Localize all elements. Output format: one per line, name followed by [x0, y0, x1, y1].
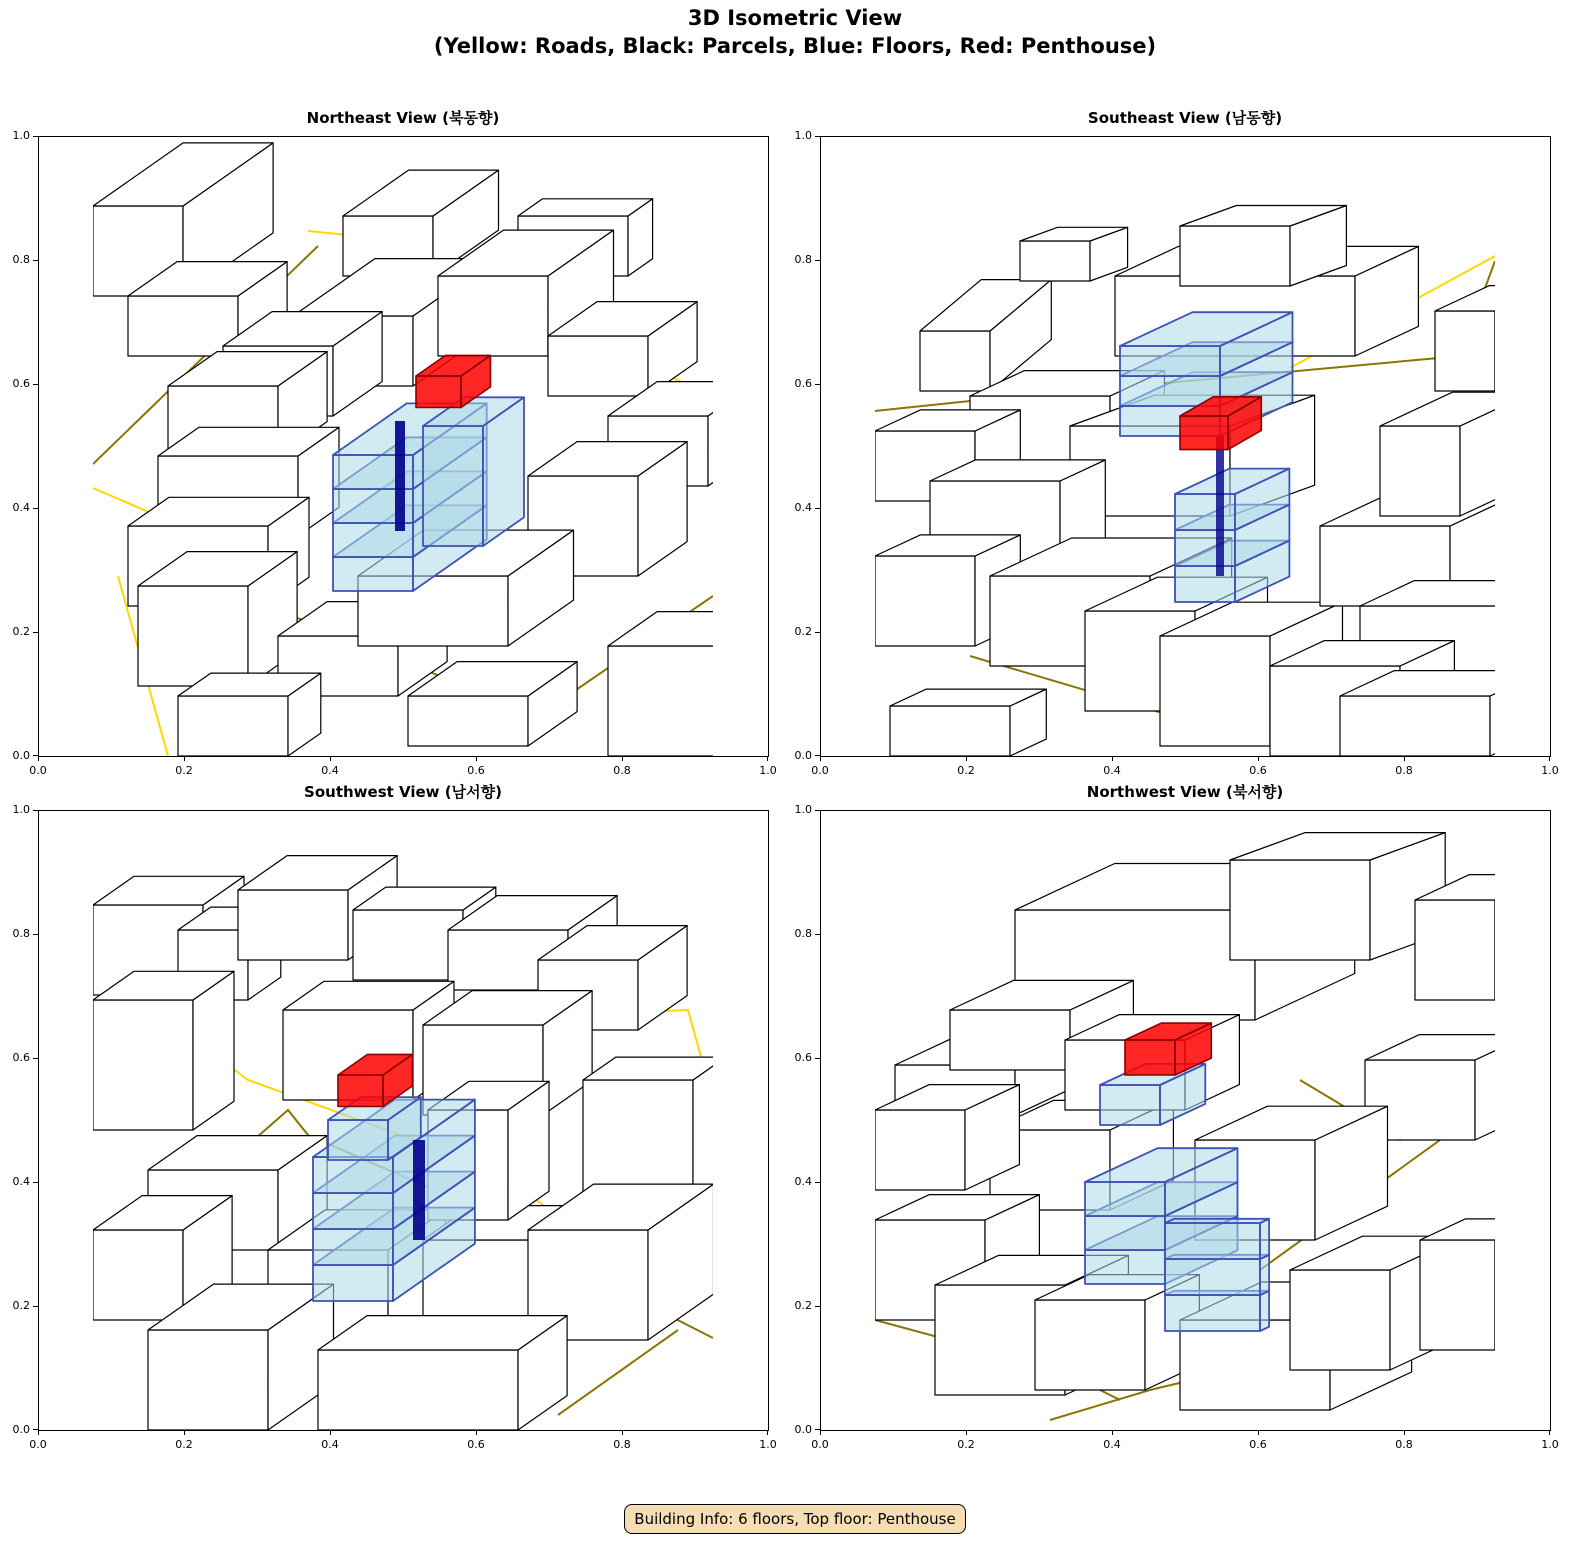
front-face: [1165, 1295, 1260, 1331]
y-tick-mark: [33, 1306, 38, 1307]
x-tick-label: 0.8: [1395, 764, 1413, 777]
front-face: [1160, 636, 1270, 746]
parcel-building: [178, 673, 321, 756]
front-face: [1175, 494, 1235, 530]
x-tick-label: 0.6: [1249, 1438, 1267, 1451]
y-tick-label: 1.0: [12, 803, 30, 816]
front-face: [1175, 566, 1235, 602]
front-face: [548, 336, 648, 396]
parcel-building: [1180, 206, 1346, 287]
y-tick-label: 1.0: [794, 803, 812, 816]
x-tick-mark: [767, 1430, 768, 1435]
building-info-box: [0, 1504, 1590, 1534]
x-tick-label: 0.2: [957, 764, 975, 777]
x-tick-mark: [184, 1430, 185, 1435]
front-face: [1085, 1182, 1165, 1216]
front-face: [875, 1110, 965, 1190]
y-tick-label: 0.2: [12, 625, 30, 638]
front-face: [313, 1157, 393, 1193]
front-face: [318, 1350, 518, 1430]
x-tick-label: 1.0: [1541, 1438, 1559, 1451]
side-face: [1260, 1255, 1269, 1295]
front-face: [1230, 860, 1370, 960]
x-tick-mark: [1404, 756, 1405, 761]
y-tick-mark: [33, 810, 38, 811]
front-face: [1120, 346, 1220, 376]
panel-title: Southeast View (남동향): [1087, 109, 1283, 127]
front-face: [93, 1000, 193, 1130]
x-tick-mark: [767, 756, 768, 761]
front-face: [1165, 1223, 1260, 1259]
floor-6: [1165, 1219, 1269, 1259]
front-face: [1340, 696, 1490, 756]
y-tick-label: 0.4: [794, 1175, 812, 1188]
front-face: [1085, 1250, 1165, 1284]
x-tick-label: 1.0: [1541, 764, 1559, 777]
y-tick-mark: [815, 384, 820, 385]
y-tick-label: 0.0: [794, 749, 812, 762]
floor-5: [1165, 1255, 1269, 1295]
y-tick-label: 0.6: [794, 1051, 812, 1064]
figure-title-line1: 3D Isometric View: [687, 6, 903, 30]
y-tick-mark: [33, 384, 38, 385]
isometric-scene: [38, 810, 768, 1430]
roof-face: [1165, 1219, 1269, 1223]
front-face: [313, 1229, 393, 1265]
front-face: [128, 296, 238, 356]
x-tick-mark: [38, 1430, 39, 1435]
x-tick-mark: [330, 1430, 331, 1435]
x-tick-mark: [38, 756, 39, 761]
x-tick-mark: [1112, 756, 1113, 761]
y-tick-mark: [33, 136, 38, 137]
front-face: [423, 426, 483, 546]
front-face: [1100, 1085, 1160, 1125]
front-face: [416, 376, 461, 408]
front-face: [93, 1230, 183, 1320]
building-info-text: Building Info: 6 floors, Top floor: Penthouse: [624, 1504, 965, 1534]
side-face: [1260, 1219, 1269, 1259]
isometric-scene: [38, 136, 768, 756]
roof-face: [518, 199, 653, 216]
view-clip-right: [713, 810, 768, 1430]
view-clip-left: [38, 810, 93, 1430]
front-face: [1180, 226, 1290, 286]
parcel-building: [1020, 227, 1128, 281]
y-tick-label: 0.8: [794, 253, 812, 266]
x-tick-mark: [820, 1430, 821, 1435]
x-tick-mark: [966, 1430, 967, 1435]
front-face: [148, 1330, 268, 1430]
figure-title-line2: (Yellow: Roads, Black: Parcels, Blue: Floors, Red: Penthouse): [433, 34, 1157, 58]
front-face: [1415, 900, 1495, 1000]
x-tick-mark: [622, 1430, 623, 1435]
front-face: [313, 1193, 393, 1229]
x-tick-label: 0.8: [613, 1438, 631, 1451]
front-face: [1125, 1040, 1175, 1075]
front-face: [1380, 426, 1460, 516]
y-tick-label: 0.2: [12, 1299, 30, 1312]
parcel-building: [318, 1316, 567, 1430]
front-face: [438, 276, 548, 356]
axes-area: [38, 136, 768, 756]
front-face: [313, 1265, 393, 1301]
stair-core: [1216, 436, 1224, 576]
front-face: [1290, 1270, 1390, 1370]
x-tick-label: 0.2: [175, 764, 193, 777]
x-tick-label: 0.4: [321, 1438, 339, 1451]
x-tick-mark: [184, 756, 185, 761]
view-clip-right: [1495, 136, 1550, 756]
panel-title: Northwest View (북서향): [1086, 783, 1284, 801]
panel-title: Northeast View (북동향): [306, 109, 500, 127]
x-tick-label: 1.0: [759, 764, 777, 777]
front-face: [178, 696, 288, 756]
x-tick-label: 0.6: [467, 764, 485, 777]
x-tick-mark: [820, 756, 821, 761]
x-tick-label: 0.2: [957, 1438, 975, 1451]
front-face: [353, 910, 463, 980]
road-line: [558, 1330, 678, 1415]
parcel-building: [890, 689, 1046, 756]
front-face: [608, 646, 718, 756]
side-face: [1260, 1291, 1269, 1331]
isometric-scene: [820, 810, 1550, 1430]
y-tick-mark: [815, 508, 820, 509]
y-tick-label: 0.4: [12, 1175, 30, 1188]
view-clip-left: [820, 810, 875, 1430]
x-tick-mark: [1549, 1430, 1550, 1435]
x-tick-label: 0.0: [29, 764, 47, 777]
y-tick-label: 0.4: [794, 501, 812, 514]
y-tick-mark: [33, 632, 38, 633]
y-tick-mark: [33, 1058, 38, 1059]
y-tick-mark: [33, 1182, 38, 1183]
x-tick-label: 0.8: [1395, 1438, 1413, 1451]
y-tick-label: 0.2: [794, 625, 812, 638]
view-clip-left: [38, 136, 93, 756]
parcel-building: [93, 971, 234, 1130]
front-face: [920, 331, 990, 391]
y-tick-mark: [815, 1058, 820, 1059]
front-face: [1435, 311, 1495, 391]
stair-core: [413, 1140, 425, 1240]
y-tick-label: 0.6: [12, 377, 30, 390]
front-face: [138, 586, 248, 686]
front-face: [1180, 416, 1228, 450]
front-face: [875, 556, 975, 646]
front-face: [338, 1075, 383, 1107]
x-tick-mark: [330, 756, 331, 761]
view-clip-left: [820, 136, 875, 756]
y-tick-label: 0.0: [12, 1423, 30, 1436]
view-clip-right: [1495, 810, 1550, 1430]
y-tick-label: 1.0: [12, 129, 30, 142]
front-face: [890, 706, 1010, 756]
parcel-building: [1230, 833, 1445, 960]
y-tick-label: 0.4: [12, 501, 30, 514]
y-tick-mark: [815, 810, 820, 811]
floor-4: [1165, 1291, 1269, 1331]
front-face: [1165, 1259, 1260, 1295]
front-face: [950, 1010, 1070, 1070]
y-tick-label: 0.6: [12, 1051, 30, 1064]
y-tick-label: 0.6: [794, 377, 812, 390]
axes-area: [38, 810, 768, 1430]
y-tick-mark: [815, 1306, 820, 1307]
y-tick-mark: [815, 136, 820, 137]
stair-core: [395, 421, 405, 531]
y-tick-mark: [33, 934, 38, 935]
axes-area: [820, 810, 1550, 1430]
figure-title: [0, 4, 1590, 60]
x-tick-label: 0.4: [1103, 764, 1121, 777]
y-tick-mark: [815, 934, 820, 935]
x-tick-mark: [966, 756, 967, 761]
x-tick-label: 0.0: [811, 764, 829, 777]
x-tick-label: 0.2: [175, 1438, 193, 1451]
y-tick-mark: [815, 260, 820, 261]
x-tick-label: 0.4: [321, 764, 339, 777]
parcel-building: [138, 552, 297, 686]
y-tick-label: 1.0: [794, 129, 812, 142]
y-tick-mark: [33, 260, 38, 261]
front-face: [408, 696, 528, 746]
x-tick-mark: [622, 756, 623, 761]
y-tick-label: 0.0: [794, 1423, 812, 1436]
x-tick-mark: [1404, 1430, 1405, 1435]
view-clip-right: [713, 136, 768, 756]
front-face: [1035, 1300, 1145, 1390]
front-face: [1085, 1216, 1165, 1250]
x-tick-label: 0.8: [613, 764, 631, 777]
x-tick-label: 0.6: [467, 1438, 485, 1451]
front-face: [328, 1120, 388, 1160]
x-tick-mark: [1258, 756, 1259, 761]
y-tick-mark: [815, 632, 820, 633]
front-face: [238, 890, 348, 960]
isometric-scene: [820, 136, 1550, 756]
panel-title: Southwest View (남서향): [304, 783, 502, 801]
floor-5: [423, 397, 524, 546]
y-tick-mark: [33, 508, 38, 509]
x-tick-mark: [1112, 1430, 1113, 1435]
x-tick-label: 0.0: [29, 1438, 47, 1451]
front-face: [1420, 1240, 1495, 1350]
parcel-building: [875, 1085, 1019, 1190]
front-face: [1020, 241, 1090, 281]
x-tick-mark: [476, 756, 477, 761]
y-tick-label: 0.0: [12, 749, 30, 762]
x-tick-label: 0.4: [1103, 1438, 1121, 1451]
front-face: [1175, 530, 1235, 566]
axes-area: [820, 136, 1550, 756]
x-tick-mark: [1258, 1430, 1259, 1435]
x-tick-mark: [476, 1430, 477, 1435]
y-tick-mark: [815, 1182, 820, 1183]
y-tick-label: 0.8: [12, 927, 30, 940]
x-tick-label: 1.0: [759, 1438, 777, 1451]
front-face: [333, 557, 413, 591]
x-tick-mark: [1549, 756, 1550, 761]
y-tick-label: 0.2: [794, 1299, 812, 1312]
y-tick-label: 0.8: [12, 253, 30, 266]
y-tick-label: 0.8: [794, 927, 812, 940]
x-tick-label: 0.0: [811, 1438, 829, 1451]
x-tick-label: 0.6: [1249, 764, 1267, 777]
